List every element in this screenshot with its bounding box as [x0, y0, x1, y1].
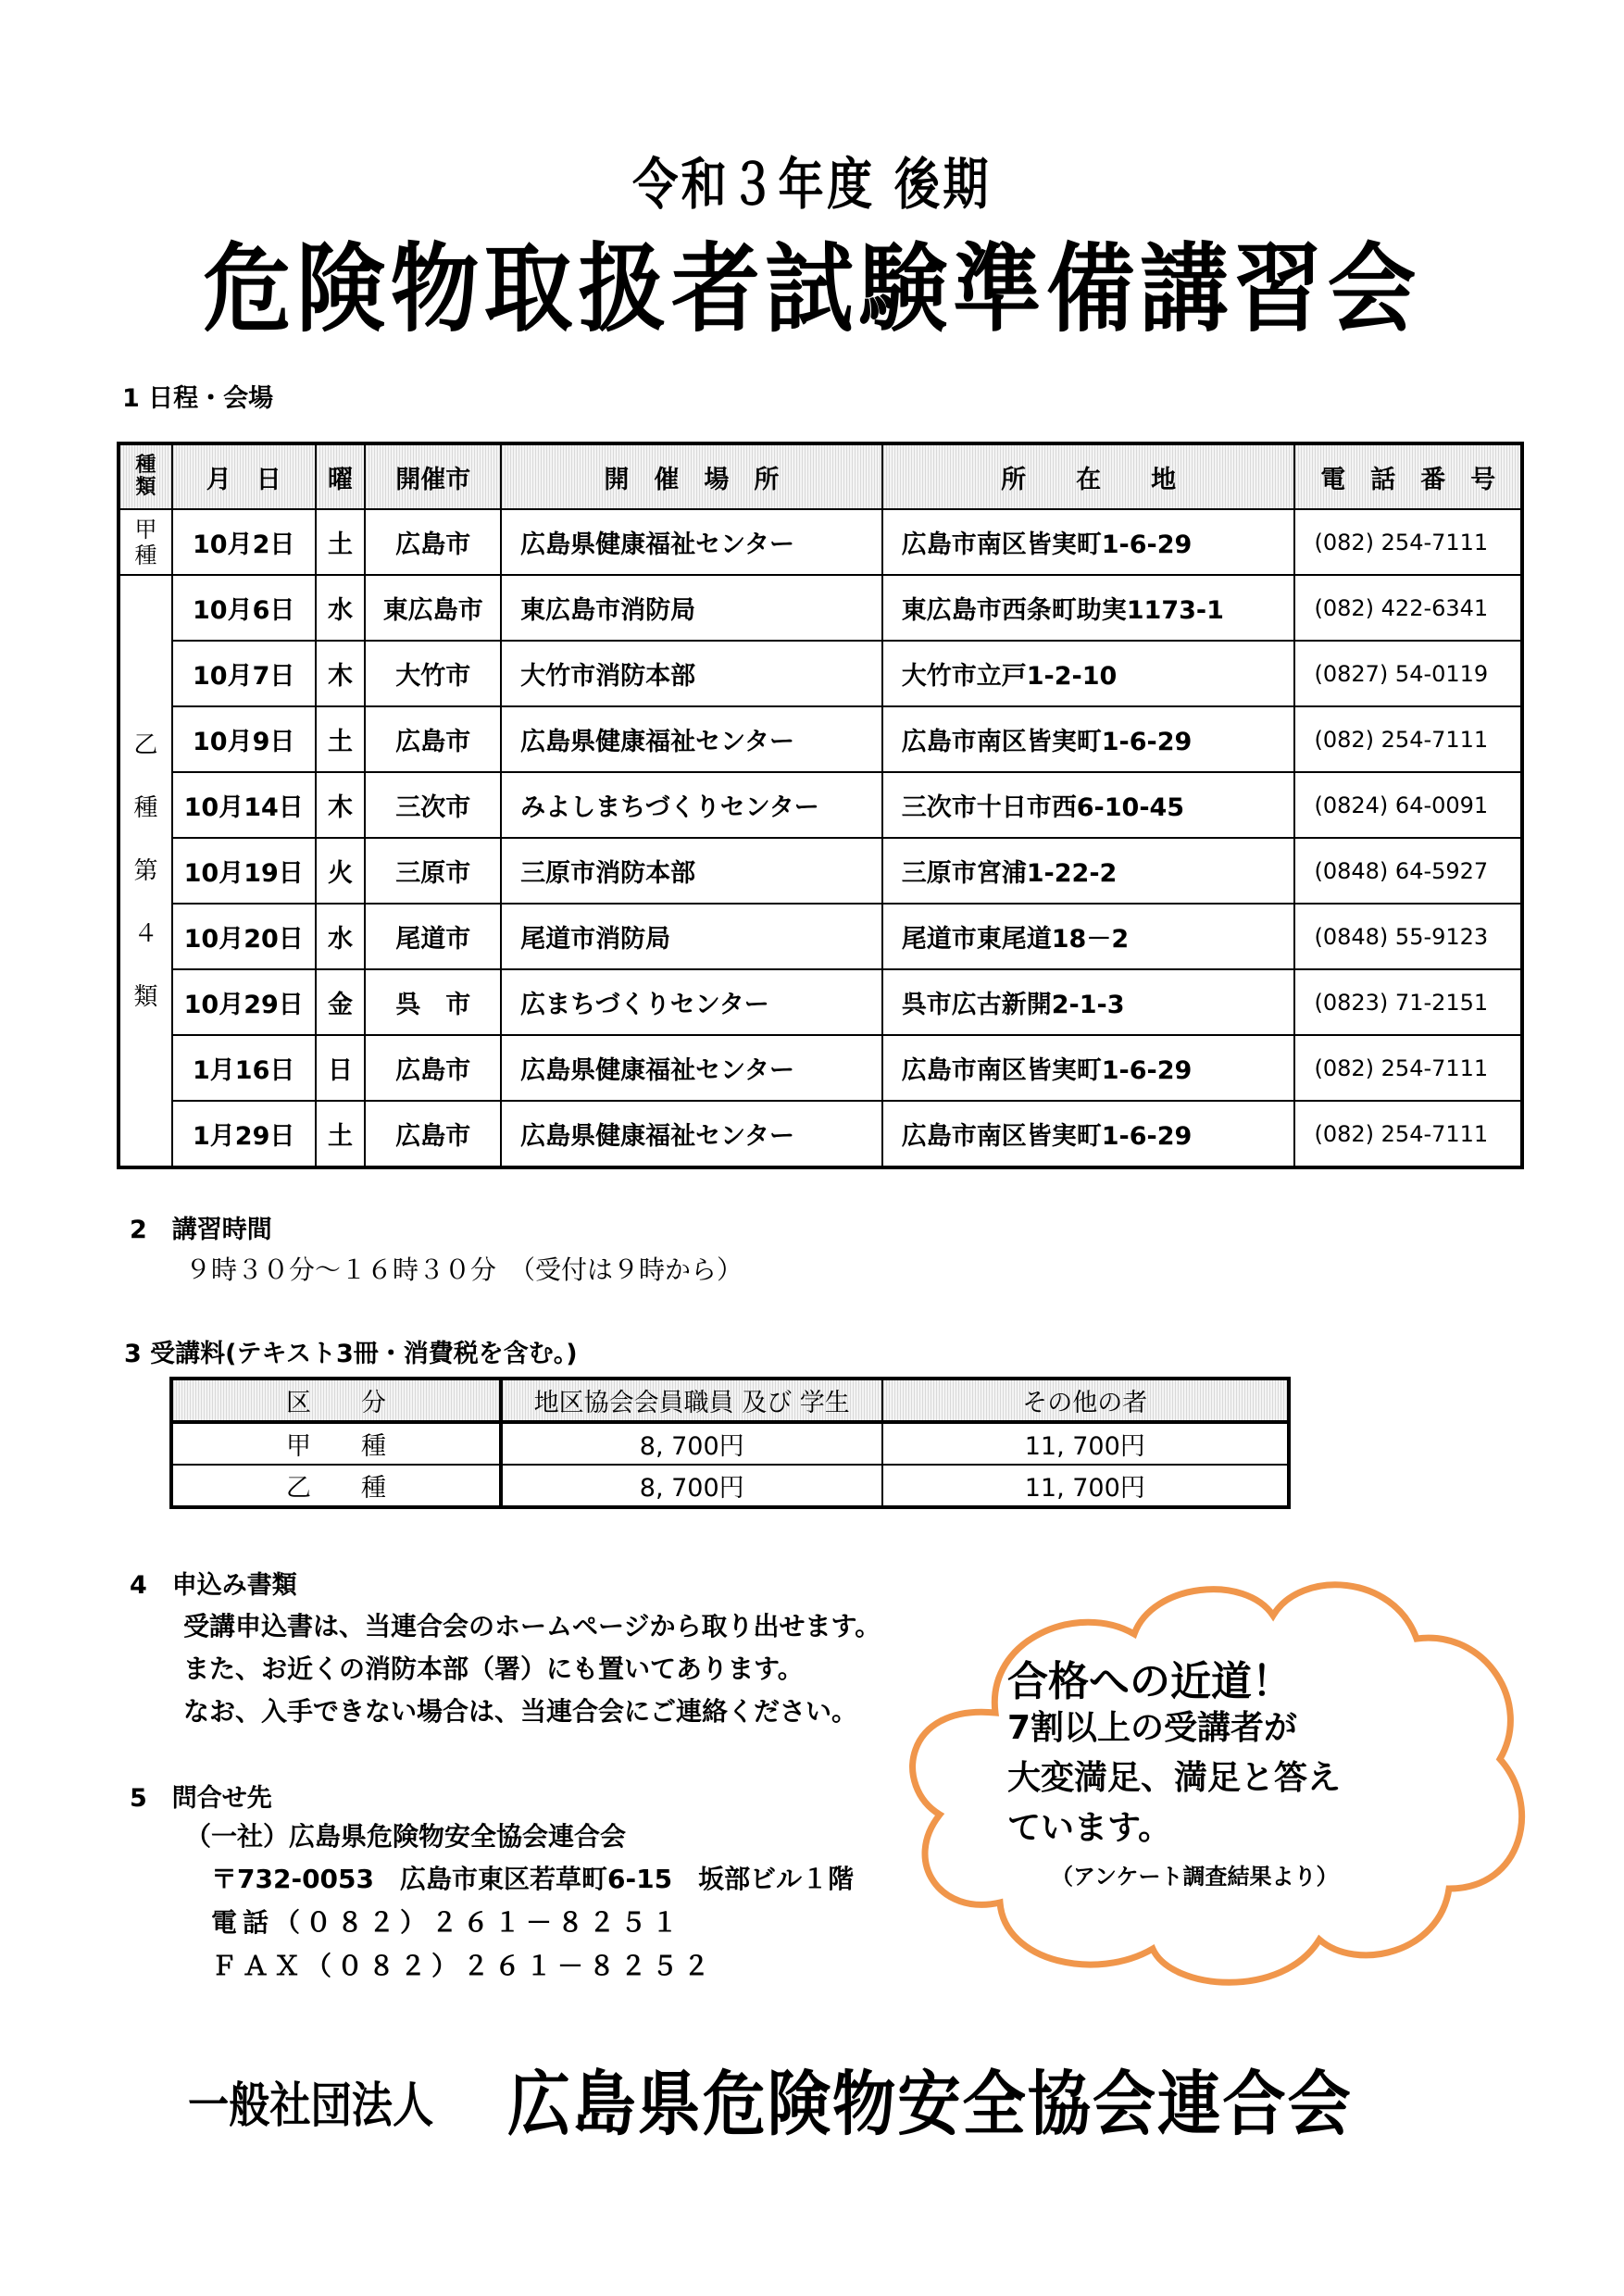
section3-label: 3 受講料(テキスト3冊・消費税を含む。)	[124, 1340, 578, 1368]
fee-category-cell: 甲 種	[171, 1422, 501, 1465]
footer-org-type: 一般社団法人	[188, 2078, 434, 2134]
day-cell: 土	[316, 1101, 366, 1167]
day-cell: 火	[316, 838, 366, 904]
fee-col-category: 区 分	[171, 1379, 501, 1422]
address-cell: 広島市南区皆実町1-6-29	[882, 1035, 1295, 1101]
city-cell: 広島市	[365, 706, 501, 772]
kind-cell-ko: 甲種	[119, 509, 172, 575]
city-cell: 広島市	[365, 1035, 501, 1101]
venue-cell: 尾道市消防局	[501, 904, 882, 969]
date-cell: 10月20日	[172, 904, 316, 969]
phone-cell: (082) 254-7111	[1294, 1035, 1522, 1101]
table-row	[119, 706, 1522, 772]
schedule-header-row	[119, 443, 1522, 509]
fee-member-cell: 8, 700円	[501, 1422, 882, 1465]
col-header-day: 曜	[316, 443, 366, 509]
callout-note: （アンケート調査結果より）	[1051, 1864, 1339, 1890]
col-header-kind: 種類	[119, 443, 172, 509]
date-cell: 10月14日	[172, 772, 316, 838]
date-cell: 1月29日	[172, 1101, 316, 1167]
page-title: 危険物取扱者試験準備講習会	[203, 232, 1421, 345]
contact-org: （一社）広島県危険物安全協会連合会	[185, 1821, 627, 1852]
phone-cell: (0823) 71-2151	[1294, 969, 1522, 1035]
date-cell: 10月19日	[172, 838, 316, 904]
day-cell: 水	[316, 575, 366, 641]
section1-label: 1 日程・会場	[122, 384, 274, 413]
fee-other-cell: 11, 700円	[882, 1465, 1290, 1507]
table-row	[119, 838, 1522, 904]
contact-fax: ＦＡＸ（０８２）２６１－８２５２	[211, 1951, 716, 1981]
address-cell: 広島市南区皆実町1-6-29	[882, 706, 1295, 772]
fee-col-other: その他の者	[882, 1379, 1290, 1422]
venue-cell: 東広島市消防局	[501, 575, 882, 641]
venue-cell: 大竹市消防本部	[501, 641, 882, 706]
fee-other-cell: 11, 700円	[882, 1422, 1290, 1465]
section4-label: 4 申込み書類	[130, 1571, 297, 1600]
address-cell: 東広島市西条町助実1173-1	[882, 575, 1295, 641]
schedule-table	[117, 442, 1524, 1169]
address-cell: 尾道市東尾道18－2	[882, 904, 1295, 969]
city-cell: 大竹市	[365, 641, 501, 706]
kind-cell-otsu: 乙 種 第 ４ 類	[119, 575, 172, 1167]
phone-cell: (0824) 64-0091	[1294, 772, 1522, 838]
city-cell: 呉 市	[365, 969, 501, 1035]
day-cell: 木	[316, 641, 366, 706]
address-cell: 三原市宮浦1-22-2	[882, 838, 1295, 904]
city-cell: 広島市	[365, 509, 501, 575]
date-cell: 10月7日	[172, 641, 316, 706]
city-cell: 三次市	[365, 772, 501, 838]
day-cell: 日	[316, 1035, 366, 1101]
application-line-3: なお、入手できない場合は、当連合会にご連絡ください。	[183, 1696, 858, 1727]
city-cell: 尾道市	[365, 904, 501, 969]
col-header-city: 開催市	[365, 443, 501, 509]
venue-cell: 広島県健康福祉センター	[501, 1101, 882, 1167]
date-cell: 10月2日	[172, 509, 316, 575]
fee-col-member: 地区協会会員職員 及び 学生	[501, 1379, 882, 1422]
day-cell: 金	[316, 969, 366, 1035]
date-cell: 1月16日	[172, 1035, 316, 1101]
phone-cell: (0827) 54-0119	[1294, 641, 1522, 706]
table-row	[119, 1035, 1522, 1101]
phone-cell: (0848) 55-9123	[1294, 904, 1522, 969]
day-cell: 水	[316, 904, 366, 969]
table-row	[119, 641, 1522, 706]
venue-cell: 広島県健康福祉センター	[501, 509, 882, 575]
phone-cell: (082) 254-7111	[1294, 1101, 1522, 1167]
day-cell: 土	[316, 706, 366, 772]
col-header-date: 月 日	[172, 443, 316, 509]
contact-tel: 電話（０８２）２６１－８２５１	[211, 1907, 684, 1938]
phone-cell: (082) 422-6341	[1294, 575, 1522, 641]
section5-label: 5 問合せ先	[130, 1784, 272, 1813]
day-cell: 土	[316, 509, 366, 575]
address-cell: 三次市十日市西6-10-45	[882, 772, 1295, 838]
table-row	[119, 1101, 1522, 1167]
city-cell: 広島市	[365, 1101, 501, 1167]
city-cell: 三原市	[365, 838, 501, 904]
callout-line-2: 大変満足、満足と答え	[1007, 1759, 1342, 1797]
phone-cell: (0848) 64-5927	[1294, 838, 1522, 904]
date-cell: 10月9日	[172, 706, 316, 772]
page-subtitle: 令和３年度 後期	[632, 153, 992, 218]
date-cell: 10月6日	[172, 575, 316, 641]
footer-org-name: 広島県危険物安全協会連合会	[507, 2063, 1353, 2145]
callout-line-3: ています。	[1007, 1809, 1172, 1847]
address-cell: 広島市南区皆実町1-6-29	[882, 509, 1295, 575]
phone-cell: (082) 254-7111	[1294, 509, 1522, 575]
contact-address: 〒732-0053 広島市東区若草町6-15 坂部ビル１階	[211, 1864, 855, 1894]
fee-table	[169, 1377, 1291, 1509]
col-header-venue: 開 催 場 所	[501, 443, 882, 509]
day-cell: 木	[316, 772, 366, 838]
lecture-hours: ９時３０分～１６時３０分 （受付は９時から）	[185, 1254, 743, 1285]
city-cell: 東広島市	[365, 575, 501, 641]
table-row	[119, 969, 1522, 1035]
date-cell: 10月29日	[172, 969, 316, 1035]
venue-cell: 三原市消防本部	[501, 838, 882, 904]
table-row	[119, 772, 1522, 838]
callout-headline: 合格への近道！	[1007, 1658, 1293, 1705]
venue-cell: 広島県健康福祉センター	[501, 706, 882, 772]
col-header-phone: 電 話 番 号	[1294, 443, 1522, 509]
address-cell: 大竹市立戸1-2-10	[882, 641, 1295, 706]
table-row	[171, 1422, 1289, 1465]
phone-cell: (082) 254-7111	[1294, 706, 1522, 772]
table-row	[119, 904, 1522, 969]
application-line-2: また、お近くの消防本部（署）にも置いてあります。	[183, 1653, 804, 1684]
col-header-address: 所 在 地	[882, 443, 1295, 509]
table-row	[119, 575, 1522, 641]
venue-cell: 広まちづくりセンター	[501, 969, 882, 1035]
address-cell: 広島市南区皆実町1-6-29	[882, 1101, 1295, 1167]
venue-cell: みよしまちづくりセンター	[501, 772, 882, 838]
fee-member-cell: 8, 700円	[501, 1465, 882, 1507]
fee-category-cell: 乙 種	[171, 1465, 501, 1507]
table-row	[171, 1465, 1289, 1507]
address-cell: 呉市広古新開2-1-3	[882, 969, 1295, 1035]
table-row	[119, 509, 1522, 575]
venue-cell: 広島県健康福祉センター	[501, 1035, 882, 1101]
fee-header-row	[171, 1379, 1289, 1422]
section2-label: 2 講習時間	[130, 1216, 272, 1244]
application-line-1: 受講申込書は、当連合会のホームページから取り出せます。	[183, 1611, 881, 1641]
callout-line-1: 7割以上の受講者が	[1007, 1709, 1298, 1747]
